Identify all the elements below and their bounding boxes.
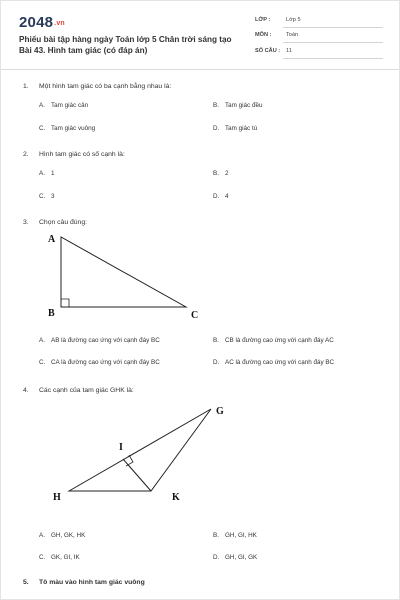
option-text: AC là đường cao ứng với cạnh đáy BC <box>225 359 335 366</box>
meta-count-label: SỐ CÂU : <box>255 48 281 54</box>
q2-option-b[interactable] <box>213 170 229 177</box>
question-number: 1. <box>23 83 29 90</box>
option-text: GH, GI, GK <box>225 554 258 561</box>
question-text: Tô màu vào hình tam giác vuông <box>39 579 145 586</box>
vertex-label-c: C <box>191 310 199 321</box>
option-text: 3 <box>51 193 55 200</box>
option-letter: A. <box>39 532 45 539</box>
meta-class-value: Lớp 5 <box>286 17 301 23</box>
q3-option-c[interactable] <box>39 359 160 366</box>
question-text: Hình tam giác có số cạnh là: <box>39 151 125 158</box>
q1-option-c[interactable] <box>39 125 95 132</box>
question-2 <box>23 151 125 158</box>
vertex-label-g: G <box>216 406 224 417</box>
meta-count <box>255 46 383 59</box>
q1-option-d[interactable] <box>213 125 257 132</box>
q4-option-a[interactable] <box>39 532 85 539</box>
question-text: Một hình tam giác có ba cạnh bằng nhau là: <box>39 83 172 90</box>
option-letter: B. <box>213 170 219 177</box>
question-4 <box>23 387 134 394</box>
q4-option-c[interactable] <box>39 554 80 561</box>
option-letter: D. <box>213 125 220 132</box>
option-letter: D. <box>213 359 220 366</box>
option-text: 4 <box>225 193 229 200</box>
meta-class <box>255 15 383 28</box>
meta-count-value: 11 <box>286 48 292 54</box>
option-text: Tam giác cân <box>51 102 89 109</box>
triangle-abc <box>61 237 186 307</box>
q3-option-d[interactable] <box>213 359 334 366</box>
meta-underline <box>283 42 383 43</box>
altitude-ki <box>123 459 151 491</box>
question-3 <box>23 219 87 226</box>
option-text: CB là đường cao ứng với cạnh đáy AC <box>225 337 334 344</box>
option-text: AB là đường cao ứng với cạnh đáy BC <box>51 337 160 344</box>
question-5 <box>23 579 145 586</box>
option-text: 1 <box>51 170 55 177</box>
meta-underline <box>283 58 383 59</box>
option-text: GK, GI, IK <box>51 554 80 561</box>
option-letter: C. <box>39 554 46 561</box>
option-letter: C. <box>39 193 46 200</box>
option-letter: D. <box>213 193 220 200</box>
question-1 <box>23 83 171 90</box>
header-divider <box>1 69 399 70</box>
meta-underline <box>283 27 383 28</box>
page-title: Phiếu bài tập hàng ngày Toán lớp 5 Chân trời sáng tạo Bài 43. Hình tam giác (có đáp án) <box>19 35 232 55</box>
right-angle-marker <box>61 299 69 307</box>
option-letter: A. <box>39 337 45 344</box>
vertex-label-h: H <box>53 492 61 503</box>
option-text: 2 <box>225 170 229 177</box>
option-letter: B. <box>213 532 219 539</box>
option-text: Tam giác đều <box>225 102 263 109</box>
meta-subject-label: MÔN : <box>255 32 272 38</box>
option-text: GH, GI, HK <box>225 532 257 539</box>
option-text: Tam giác vuông <box>51 125 96 132</box>
option-text: CA là đường cao ứng với cạnh đáy BC <box>51 359 160 366</box>
vertex-label-b: B <box>48 308 55 319</box>
option-letter: C. <box>39 359 46 366</box>
option-text: Tam giác tù <box>225 125 258 132</box>
question-number: 4. <box>23 387 29 394</box>
logo-text: 2048 <box>19 14 54 31</box>
option-letter: B. <box>213 337 219 344</box>
right-triangle-abc-figure <box>41 229 211 329</box>
meta-subject <box>255 30 383 43</box>
q1-option-b[interactable] <box>213 102 262 109</box>
question-number: 5. <box>23 579 29 586</box>
question-number: 3. <box>23 219 29 226</box>
vertex-label-k: K <box>172 492 180 503</box>
question-number: 2. <box>23 151 29 158</box>
q1-option-a[interactable] <box>39 102 88 109</box>
question-text: Các cạnh của tam giác GHK là: <box>39 387 134 394</box>
q4-option-d[interactable] <box>213 554 257 561</box>
vertex-label-a: A <box>48 234 56 245</box>
q2-option-a[interactable] <box>39 170 55 177</box>
q3-option-a[interactable] <box>39 337 160 344</box>
meta-class-label: LỚP : <box>255 17 271 23</box>
logo-suffix: .vn <box>54 19 65 27</box>
q3-option-b[interactable] <box>213 337 334 344</box>
option-letter: B. <box>213 102 219 109</box>
option-letter: A. <box>39 170 45 177</box>
q4-option-b[interactable] <box>213 532 257 539</box>
option-letter: A. <box>39 102 45 109</box>
meta-subject-value: Toán <box>286 32 299 38</box>
question-text: Chọn câu đúng: <box>39 219 87 226</box>
q2-option-c[interactable] <box>39 193 55 200</box>
triangle-ghk-figure <box>41 399 241 511</box>
q2-option-d[interactable] <box>213 193 229 200</box>
site-logo[interactable] <box>19 14 65 31</box>
option-letter: D. <box>213 554 220 561</box>
option-text: GH, GK, HK <box>51 532 86 539</box>
option-letter: C. <box>39 125 46 132</box>
point-label-i: I <box>119 442 123 453</box>
